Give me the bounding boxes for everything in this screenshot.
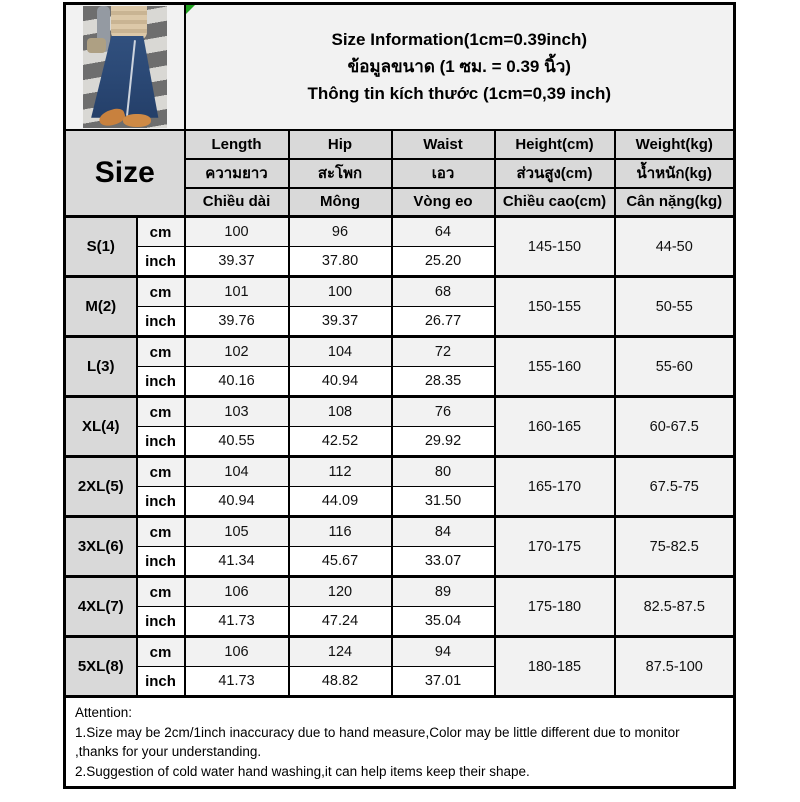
table-row — [65, 637, 735, 667]
hip-cm-value: 112 — [289, 457, 392, 487]
hip-inch-value: 37.80 — [289, 247, 392, 277]
weight-range-value: 44-50 — [615, 217, 735, 277]
hip-cm-value: 96 — [289, 217, 392, 247]
col-header-hip-th: สะโพก — [289, 159, 392, 188]
table-row — [65, 130, 735, 159]
hip-inch-value: 48.82 — [289, 667, 392, 697]
col-header-length-th: ความยาว — [185, 159, 289, 188]
length-inch-value: 41.73 — [185, 607, 289, 637]
length-inch-value: 40.55 — [185, 427, 289, 457]
table-row — [65, 577, 735, 607]
length-cm-value: 102 — [185, 337, 289, 367]
hip-inch-value: 47.24 — [289, 607, 392, 637]
table-row — [65, 457, 735, 487]
weight-range-value: 75-82.5 — [615, 517, 735, 577]
waist-cm-value: 72 — [392, 337, 495, 367]
unit-cm-cell: cm — [137, 337, 185, 367]
hip-inch-value: 40.94 — [289, 367, 392, 397]
green-corner-marker-icon — [186, 5, 195, 14]
size-label-cell: M(2) — [65, 277, 137, 337]
waist-inch-value: 31.50 — [392, 487, 495, 517]
length-cm-value: 104 — [185, 457, 289, 487]
height-range-value: 145-150 — [495, 217, 615, 277]
table-row — [65, 517, 735, 547]
size-label-cell: S(1) — [65, 217, 137, 277]
hip-cm-value: 100 — [289, 277, 392, 307]
hip-inch-value: 42.52 — [289, 427, 392, 457]
attention-cell — [65, 697, 735, 788]
product-photo — [83, 6, 167, 128]
hip-cm-value: 124 — [289, 637, 392, 667]
length-cm-value: 105 — [185, 517, 289, 547]
waist-inch-value: 25.20 — [392, 247, 495, 277]
col-header-weight-vi: Cân nặng(kg) — [615, 188, 735, 217]
unit-cm-cell: cm — [137, 397, 185, 427]
length-inch-value: 40.16 — [185, 367, 289, 397]
hip-inch-value: 44.09 — [289, 487, 392, 517]
weight-range-value: 60-67.5 — [615, 397, 735, 457]
col-header-hip-vi: Mông — [289, 188, 392, 217]
col-header-length-vi: Chiều dài — [185, 188, 289, 217]
length-inch-value: 39.37 — [185, 247, 289, 277]
height-range-value: 165-170 — [495, 457, 615, 517]
unit-cm-cell: cm — [137, 637, 185, 667]
title-thai: ข้อมูลขนาด (1 ซม. = 0.39 นิ้ว) — [347, 57, 571, 77]
hip-cm-value: 104 — [289, 337, 392, 367]
length-cm-value: 100 — [185, 217, 289, 247]
waist-inch-value: 26.77 — [392, 307, 495, 337]
size-label-cell: L(3) — [65, 337, 137, 397]
table-row — [65, 697, 735, 788]
waist-cm-value: 80 — [392, 457, 495, 487]
col-header-hip-en: Hip — [289, 130, 392, 159]
hip-cm-value: 116 — [289, 517, 392, 547]
size-label-cell: 3XL(6) — [65, 517, 137, 577]
waist-inch-value: 29.92 — [392, 427, 495, 457]
waist-cm-value: 89 — [392, 577, 495, 607]
length-cm-value: 106 — [185, 577, 289, 607]
size-label-cell: 2XL(5) — [65, 457, 137, 517]
height-range-value: 180-185 — [495, 637, 615, 697]
waist-cm-value: 76 — [392, 397, 495, 427]
unit-cm-cell: cm — [137, 457, 185, 487]
waist-inch-value: 37.01 — [392, 667, 495, 697]
attention-line: 2.Suggestion of cold water hand washing,it can help items keep their shape. — [75, 763, 530, 779]
weight-range-value: 82.5-87.5 — [615, 577, 735, 637]
length-cm-value: 103 — [185, 397, 289, 427]
unit-inch-cell: inch — [137, 607, 185, 637]
unit-inch-cell: inch — [137, 247, 185, 277]
weight-range-value: 50-55 — [615, 277, 735, 337]
unit-cm-cell: cm — [137, 577, 185, 607]
length-cm-value: 101 — [185, 277, 289, 307]
unit-cm-cell: cm — [137, 517, 185, 547]
table-row — [65, 397, 735, 427]
table-row — [65, 4, 735, 130]
col-header-weight-en: Weight(kg) — [615, 130, 735, 159]
attention-line: ,thanks for your understanding. — [75, 744, 262, 759]
col-header-length-en: Length — [185, 130, 289, 159]
title-vietnamese: Thông tin kích thước (1cm=0,39 inch) — [307, 84, 612, 104]
waist-cm-value: 64 — [392, 217, 495, 247]
height-range-value: 160-165 — [495, 397, 615, 457]
unit-inch-cell: inch — [137, 367, 185, 397]
height-range-value: 155-160 — [495, 337, 615, 397]
waist-cm-value: 84 — [392, 517, 495, 547]
title-english: Size Information(1cm=0.39inch) — [331, 30, 588, 50]
title-cell — [185, 4, 735, 130]
waist-inch-value: 33.07 — [392, 547, 495, 577]
attention-line: 1.Size may be 2cm/1inch inaccuracy due to hand measure,Color may be little different due to monitor — [75, 724, 680, 740]
table-row — [65, 337, 735, 367]
waist-inch-value: 35.04 — [392, 607, 495, 637]
hip-inch-value: 39.37 — [289, 307, 392, 337]
length-inch-value: 41.34 — [185, 547, 289, 577]
weight-range-value: 87.5-100 — [615, 637, 735, 697]
unit-inch-cell: inch — [137, 307, 185, 337]
table-row — [65, 277, 735, 307]
size-chart-table — [63, 2, 736, 789]
size-label-cell: XL(4) — [65, 397, 137, 457]
length-inch-value: 41.73 — [185, 667, 289, 697]
size-label-cell: 5XL(8) — [65, 637, 137, 697]
unit-inch-cell: inch — [137, 487, 185, 517]
col-header-height-vi: Chiều cao(cm) — [495, 188, 615, 217]
weight-range-value: 67.5-75 — [615, 457, 735, 517]
col-header-waist-vi: Vòng eo — [392, 188, 495, 217]
col-header-waist-en: Waist — [392, 130, 495, 159]
length-cm-value: 106 — [185, 637, 289, 667]
unit-inch-cell: inch — [137, 547, 185, 577]
length-inch-value: 40.94 — [185, 487, 289, 517]
unit-cm-cell: cm — [137, 217, 185, 247]
waist-cm-value: 68 — [392, 277, 495, 307]
col-header-height-th: ส่วนสูง(cm) — [495, 159, 615, 188]
col-header-waist-th: เอว — [392, 159, 495, 188]
unit-inch-cell: inch — [137, 667, 185, 697]
hip-cm-value: 120 — [289, 577, 392, 607]
weight-range-value: 55-60 — [615, 337, 735, 397]
hip-inch-value: 45.67 — [289, 547, 392, 577]
col-header-height-en: Height(cm) — [495, 130, 615, 159]
col-header-weight-th: น้ำหนัก(kg) — [615, 159, 735, 188]
waist-inch-value: 28.35 — [392, 367, 495, 397]
length-inch-value: 39.76 — [185, 307, 289, 337]
attention-heading: Attention: — [75, 705, 133, 720]
photo-bag-shape — [87, 38, 106, 53]
height-range-value: 170-175 — [495, 517, 615, 577]
photo-top-shape — [111, 6, 147, 40]
photo-cell — [65, 4, 185, 130]
height-range-value: 150-155 — [495, 277, 615, 337]
table-row — [65, 217, 735, 247]
waist-cm-value: 94 — [392, 637, 495, 667]
unit-cm-cell: cm — [137, 277, 185, 307]
size-label-cell: 4XL(7) — [65, 577, 137, 637]
photo-boot-shape — [123, 114, 151, 127]
hip-cm-value: 108 — [289, 397, 392, 427]
size-header-cell: Size — [65, 130, 185, 217]
unit-inch-cell: inch — [137, 427, 185, 457]
height-range-value: 175-180 — [495, 577, 615, 637]
